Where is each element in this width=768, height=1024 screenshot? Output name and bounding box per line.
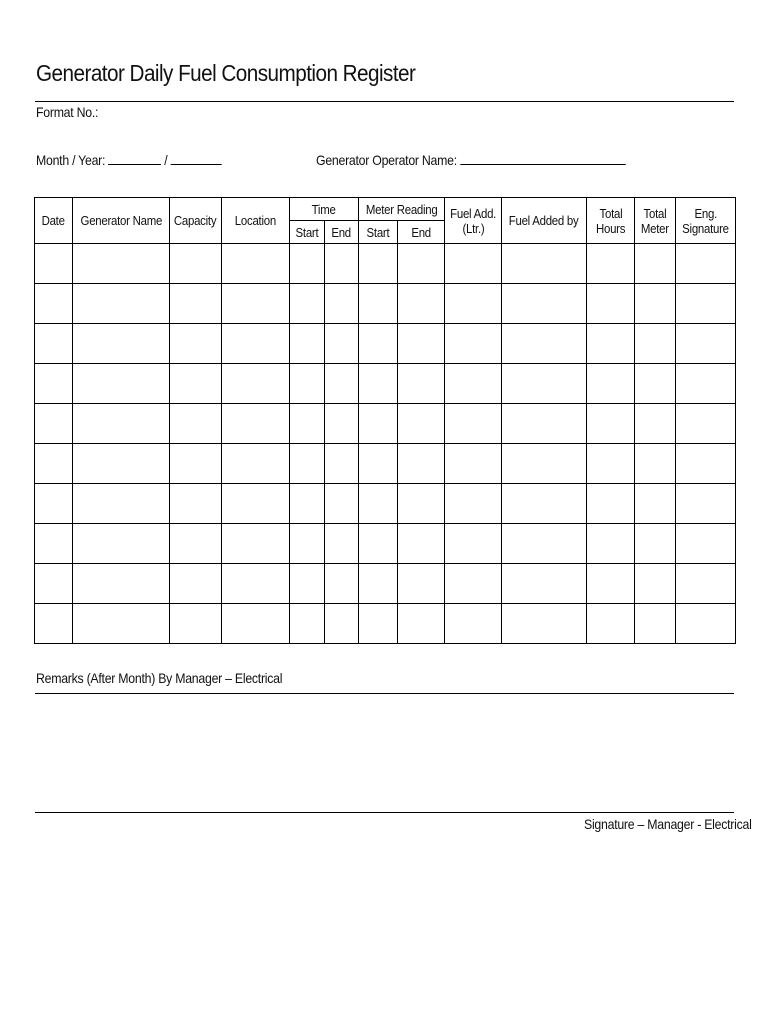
header-generator-name: Generator Name bbox=[73, 198, 170, 244]
month-year-field bbox=[36, 152, 222, 168]
header-meter-reading: Meter Reading bbox=[359, 198, 445, 221]
table-cell[interactable] bbox=[35, 284, 73, 324]
header-time: Time bbox=[290, 198, 359, 221]
table-cell[interactable] bbox=[635, 564, 676, 604]
table-cell[interactable] bbox=[35, 484, 73, 524]
header-location: Location bbox=[222, 198, 290, 244]
table-cell[interactable] bbox=[398, 284, 445, 324]
table-cell[interactable] bbox=[35, 244, 73, 284]
table-cell[interactable] bbox=[73, 484, 170, 524]
table-cell[interactable] bbox=[170, 484, 222, 524]
table-cell[interactable] bbox=[635, 284, 676, 324]
table-row bbox=[35, 564, 736, 604]
table-cell[interactable] bbox=[222, 364, 290, 404]
table-cell[interactable] bbox=[325, 444, 359, 484]
table-cell[interactable] bbox=[170, 284, 222, 324]
header-meter-start: Start bbox=[359, 221, 398, 244]
signature-line bbox=[35, 812, 734, 813]
table-cell[interactable] bbox=[290, 444, 325, 484]
fuel-register-table bbox=[34, 197, 736, 644]
table-cell[interactable] bbox=[359, 284, 398, 324]
month-blank[interactable] bbox=[108, 152, 161, 165]
header-total-hours: Total Hours bbox=[587, 198, 635, 244]
table-cell[interactable] bbox=[35, 364, 73, 404]
table-cell[interactable] bbox=[445, 284, 502, 324]
operator-label: Generator Operator Name: bbox=[316, 152, 457, 168]
table-cell[interactable] bbox=[325, 364, 359, 404]
table-cell[interactable] bbox=[445, 564, 502, 604]
table-cell[interactable] bbox=[635, 324, 676, 364]
table-row bbox=[35, 324, 736, 364]
operator-name-blank[interactable] bbox=[460, 152, 625, 165]
table-cell[interactable] bbox=[35, 564, 73, 604]
header-meter-end: End bbox=[398, 221, 445, 244]
table-cell[interactable] bbox=[325, 284, 359, 324]
table-cell[interactable] bbox=[635, 244, 676, 284]
table-cell[interactable] bbox=[587, 324, 635, 364]
header-time-start: Start bbox=[290, 221, 325, 244]
table-cell[interactable] bbox=[73, 564, 170, 604]
table-cell[interactable] bbox=[502, 284, 587, 324]
table-cell[interactable] bbox=[222, 524, 290, 564]
table-cell[interactable] bbox=[222, 484, 290, 524]
table-cell[interactable] bbox=[222, 564, 290, 604]
table-cell[interactable] bbox=[676, 404, 736, 444]
table-cell[interactable] bbox=[398, 604, 445, 644]
table-cell[interactable] bbox=[170, 364, 222, 404]
table-cell[interactable] bbox=[73, 444, 170, 484]
table-cell[interactable] bbox=[73, 324, 170, 364]
table-cell[interactable] bbox=[635, 484, 676, 524]
table-cell[interactable] bbox=[398, 444, 445, 484]
remarks-label: Remarks (After Month) By Manager – Electrical bbox=[36, 670, 283, 686]
table-cell[interactable] bbox=[445, 404, 502, 444]
table-cell[interactable] bbox=[222, 604, 290, 644]
table-row bbox=[35, 524, 736, 564]
table-cell[interactable] bbox=[445, 244, 502, 284]
table-cell[interactable] bbox=[398, 364, 445, 404]
table-cell[interactable] bbox=[325, 244, 359, 284]
table-cell[interactable] bbox=[587, 444, 635, 484]
header-fuel-add: Fuel Add. (Ltr.) bbox=[445, 198, 502, 244]
table-cell[interactable] bbox=[502, 404, 587, 444]
table-cell[interactable] bbox=[502, 244, 587, 284]
table-cell[interactable] bbox=[676, 364, 736, 404]
table-cell[interactable] bbox=[290, 324, 325, 364]
table-cell[interactable] bbox=[635, 404, 676, 444]
table-cell[interactable] bbox=[325, 564, 359, 604]
table-cell[interactable] bbox=[35, 404, 73, 444]
table-cell[interactable] bbox=[290, 284, 325, 324]
table-row bbox=[35, 484, 736, 524]
operator-field bbox=[316, 152, 625, 168]
table-cell[interactable] bbox=[398, 524, 445, 564]
table-cell[interactable] bbox=[635, 604, 676, 644]
table-cell[interactable] bbox=[222, 284, 290, 324]
table-cell[interactable] bbox=[502, 444, 587, 484]
table-cell[interactable] bbox=[445, 484, 502, 524]
table-cell[interactable] bbox=[290, 364, 325, 404]
table-cell[interactable] bbox=[325, 604, 359, 644]
table-cell[interactable] bbox=[398, 564, 445, 604]
table-cell[interactable] bbox=[587, 524, 635, 564]
table-cell[interactable] bbox=[635, 444, 676, 484]
table-cell[interactable] bbox=[676, 284, 736, 324]
table-cell[interactable] bbox=[73, 284, 170, 324]
table-cell[interactable] bbox=[502, 324, 587, 364]
table-cell[interactable] bbox=[676, 604, 736, 644]
table-cell[interactable] bbox=[290, 524, 325, 564]
table-cell[interactable] bbox=[587, 244, 635, 284]
table-row bbox=[35, 244, 736, 284]
table-cell[interactable] bbox=[359, 524, 398, 564]
table-cell[interactable] bbox=[359, 244, 398, 284]
signature-label: Signature – Manager - Electrical bbox=[584, 816, 752, 832]
table-cell[interactable] bbox=[359, 404, 398, 444]
table-cell[interactable] bbox=[359, 604, 398, 644]
table-cell[interactable] bbox=[170, 244, 222, 284]
table-cell[interactable] bbox=[222, 444, 290, 484]
table-cell[interactable] bbox=[676, 524, 736, 564]
table-cell[interactable] bbox=[170, 524, 222, 564]
table-cell[interactable] bbox=[502, 604, 587, 644]
table-cell[interactable] bbox=[587, 564, 635, 604]
year-blank[interactable] bbox=[171, 152, 222, 165]
table-cell[interactable] bbox=[398, 244, 445, 284]
header-date: Date bbox=[35, 198, 73, 244]
table-cell[interactable] bbox=[587, 484, 635, 524]
table-cell[interactable] bbox=[587, 604, 635, 644]
table-cell[interactable] bbox=[676, 484, 736, 524]
table-cell[interactable] bbox=[290, 484, 325, 524]
table-cell[interactable] bbox=[290, 604, 325, 644]
table-cell[interactable] bbox=[445, 324, 502, 364]
table-cell[interactable] bbox=[35, 604, 73, 644]
table-cell[interactable] bbox=[676, 444, 736, 484]
table-cell[interactable] bbox=[502, 364, 587, 404]
table-cell[interactable] bbox=[290, 564, 325, 604]
table-cell[interactable] bbox=[635, 364, 676, 404]
table-cell[interactable] bbox=[73, 604, 170, 644]
table-cell[interactable] bbox=[325, 524, 359, 564]
remarks-line bbox=[35, 693, 734, 694]
table-row bbox=[35, 444, 736, 484]
table-cell[interactable] bbox=[445, 524, 502, 564]
table-cell[interactable] bbox=[222, 404, 290, 444]
table-cell[interactable] bbox=[398, 404, 445, 444]
table-cell[interactable] bbox=[445, 444, 502, 484]
table-cell[interactable] bbox=[325, 324, 359, 364]
table-cell[interactable] bbox=[170, 444, 222, 484]
table-cell[interactable] bbox=[35, 524, 73, 564]
table-cell[interactable] bbox=[35, 444, 73, 484]
table-cell[interactable] bbox=[676, 564, 736, 604]
table-cell[interactable] bbox=[359, 564, 398, 604]
title-underline bbox=[35, 101, 734, 102]
table-cell[interactable] bbox=[170, 404, 222, 444]
register-rows bbox=[35, 244, 736, 644]
table-cell[interactable] bbox=[676, 244, 736, 284]
table-cell[interactable] bbox=[73, 404, 170, 444]
table-cell[interactable] bbox=[170, 604, 222, 644]
header-total-meter: Total Meter bbox=[635, 198, 676, 244]
table-cell[interactable] bbox=[359, 324, 398, 364]
table-row bbox=[35, 604, 736, 644]
table-cell[interactable] bbox=[222, 244, 290, 284]
table-row bbox=[35, 284, 736, 324]
table-cell[interactable] bbox=[73, 364, 170, 404]
header-fuel-added-by: Fuel Added by bbox=[502, 198, 587, 244]
table-cell[interactable] bbox=[502, 484, 587, 524]
header-capacity: Capacity bbox=[170, 198, 222, 244]
table-cell[interactable] bbox=[635, 524, 676, 564]
table-row bbox=[35, 404, 736, 444]
table-cell[interactable] bbox=[325, 484, 359, 524]
table-cell[interactable] bbox=[398, 484, 445, 524]
table-row bbox=[35, 364, 736, 404]
table-cell[interactable] bbox=[290, 244, 325, 284]
table-cell[interactable] bbox=[587, 284, 635, 324]
table-cell[interactable] bbox=[73, 244, 170, 284]
header-eng-signature: Eng. Signature bbox=[676, 198, 736, 244]
table-cell[interactable] bbox=[502, 564, 587, 604]
table-cell[interactable] bbox=[170, 324, 222, 364]
month-year-label: Month / Year: bbox=[36, 152, 106, 168]
table-cell[interactable] bbox=[325, 404, 359, 444]
table-cell[interactable] bbox=[676, 324, 736, 364]
table-cell[interactable] bbox=[359, 364, 398, 404]
table-cell[interactable] bbox=[35, 324, 73, 364]
table-cell[interactable] bbox=[398, 324, 445, 364]
table-cell[interactable] bbox=[587, 404, 635, 444]
format-label: Format No.: bbox=[36, 104, 99, 120]
table-cell[interactable] bbox=[290, 404, 325, 444]
table-cell[interactable] bbox=[170, 564, 222, 604]
table-cell[interactable] bbox=[445, 364, 502, 404]
table-cell[interactable] bbox=[359, 444, 398, 484]
table-cell[interactable] bbox=[445, 604, 502, 644]
month-year-separator: / bbox=[164, 152, 168, 168]
table-cell[interactable] bbox=[359, 484, 398, 524]
table-cell[interactable] bbox=[73, 524, 170, 564]
page-title: Generator Daily Fuel Consumption Register bbox=[36, 60, 416, 86]
table-cell[interactable] bbox=[502, 524, 587, 564]
table-cell[interactable] bbox=[222, 324, 290, 364]
header-time-end: End bbox=[325, 221, 359, 244]
table-cell[interactable] bbox=[587, 364, 635, 404]
